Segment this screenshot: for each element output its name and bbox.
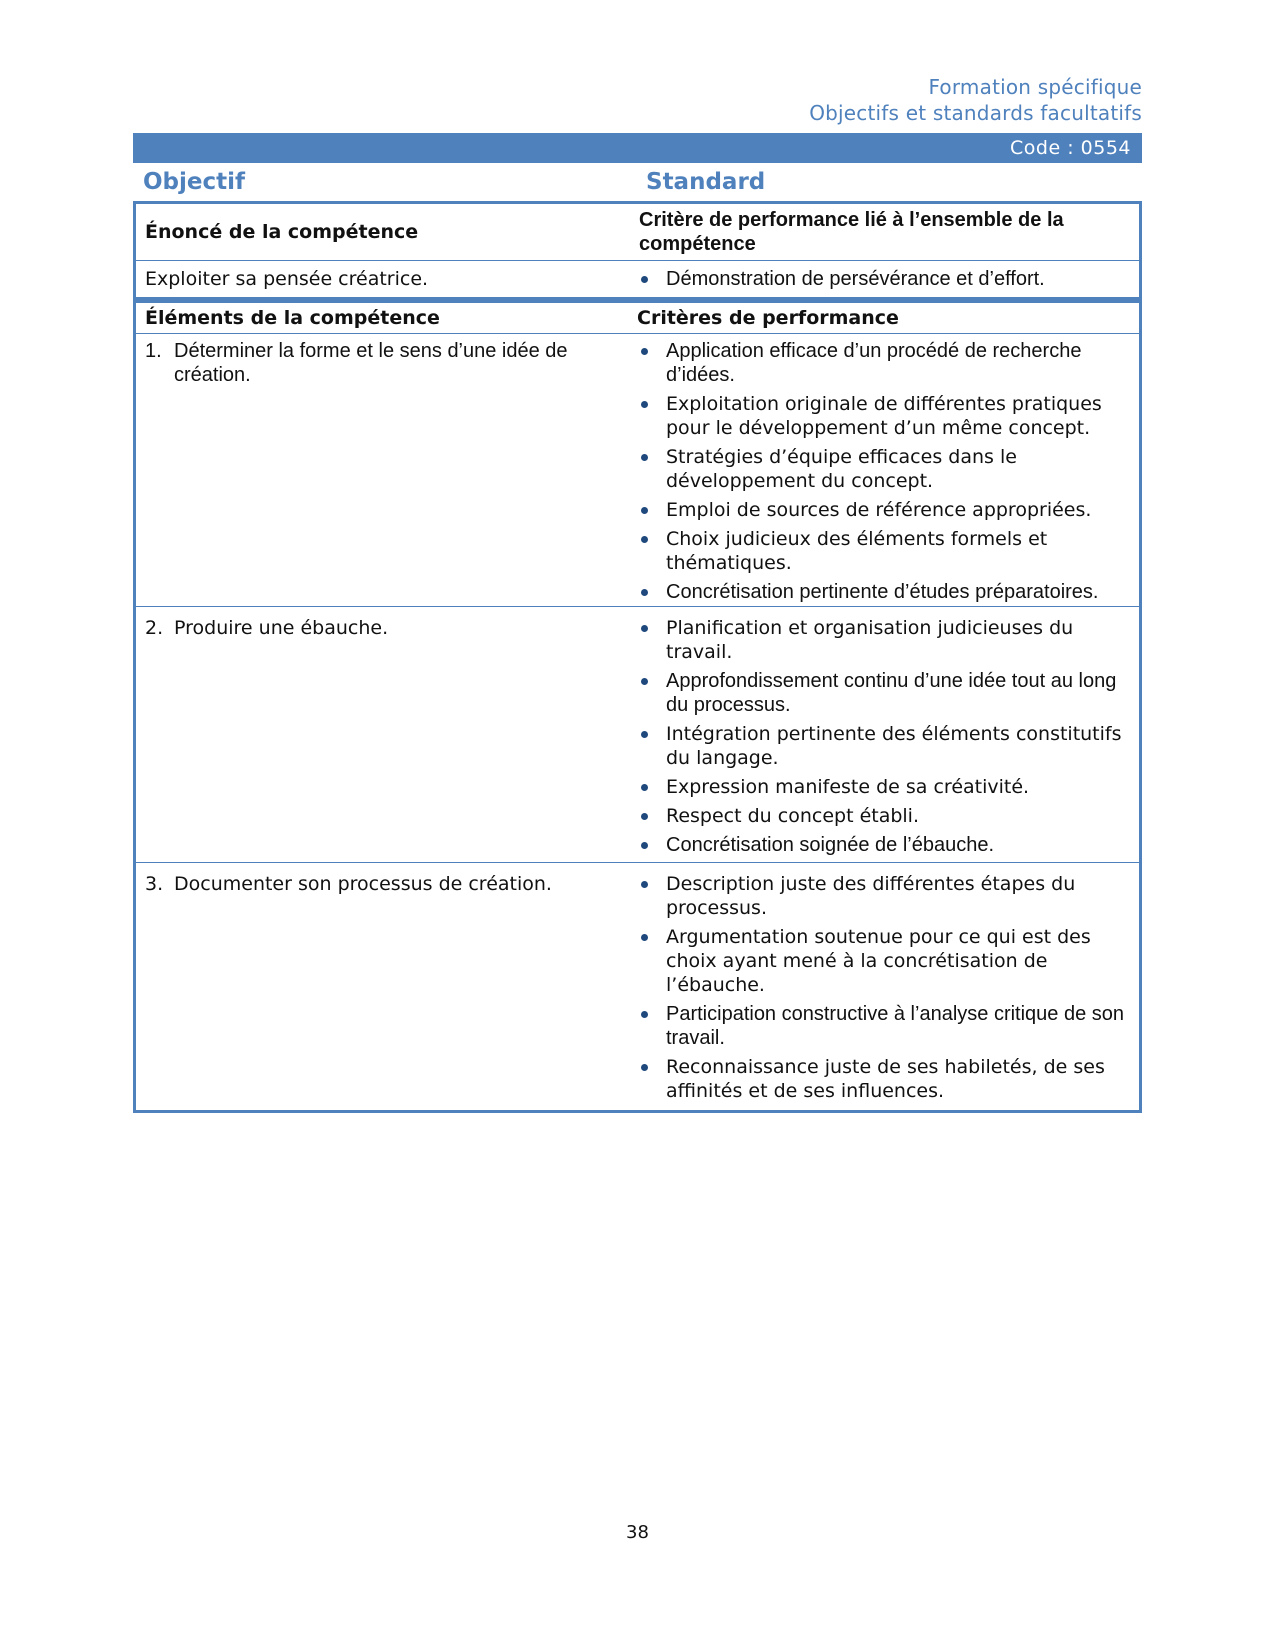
criteria-item: Application efficace d’un procédé de recherche d’idées. [637, 339, 1129, 387]
criteria-list-2 [637, 616, 1129, 857]
code-bar [133, 133, 1142, 163]
criteria-list-3 [637, 872, 1129, 1103]
element-3 [145, 872, 629, 896]
criteria-item: Expression manifeste de sa créativité. [637, 775, 1129, 799]
criteria-item: Reconnaissance juste de ses habiletés, de ses affinités et de ses influences. [637, 1055, 1129, 1103]
standard-title: Standard [646, 169, 766, 195]
criteria-item: Choix judicieux des éléments formels et thématiques. [637, 527, 1129, 575]
header-subtitle: Objectifs et standards facultatifs [809, 101, 1142, 125]
elements-table [133, 300, 1142, 1113]
global-criteria-header: Critère de performance lié à l’ensemble de la compétence [639, 209, 1064, 255]
competence-table [133, 201, 1142, 300]
element-label: Déterminer la forme et le sens d’une idée de création. [174, 340, 568, 386]
criteria-item: Concrétisation pertinente d’études préparatoires. [637, 580, 1129, 604]
enonce-header: Énoncé de la compétence [145, 221, 419, 243]
criteria-item: Stratégies d’équipe efficaces dans le développement du concept. [637, 445, 1129, 493]
header-formation: Formation spécifique [928, 75, 1142, 99]
criteria-item: Argumentation soutenue pour ce qui est des choix ayant mené à la concrétisation de l’ébauche. [637, 925, 1129, 997]
criteria-header: Critères de performance [637, 307, 899, 329]
criteria-list-1 [637, 339, 1129, 604]
element-number: 2. [145, 617, 164, 639]
course-code: Code : 0554 [1010, 137, 1131, 159]
criteria-item: Démonstration de persévérance et d’effort. [637, 267, 1129, 291]
element-row-3 [136, 863, 1139, 1110]
criteria-item: Participation constructive à l’analyse critique de son travail. [637, 1002, 1129, 1050]
element-label: Documenter son processus de création. [174, 873, 552, 895]
criteria-item: Approfondissement continu d’une idée tout au long du processus. [637, 669, 1129, 717]
element-2 [145, 616, 629, 640]
competence-statement: Exploiter sa pensée créatrice. [145, 268, 429, 290]
elements-header: Éléments de la compétence [145, 307, 440, 329]
page-number: 38 [626, 1522, 649, 1543]
criteria-item: Exploitation originale de différentes pratiques pour le développement d’un même concept. [637, 392, 1129, 440]
competence-row [136, 261, 1139, 297]
criteria-item: Concrétisation soignée de l’ébauche. [637, 833, 1129, 857]
global-criteria [637, 267, 1139, 291]
document-header [809, 74, 1142, 126]
element-number: 3. [145, 873, 164, 895]
element-label: Produire une ébauche. [174, 617, 389, 639]
objectif-title: Objectif [143, 169, 246, 195]
criteria-item: Description juste des différentes étapes du processus. [637, 872, 1129, 920]
criteria-item: Intégration pertinente des éléments constitutifs du langage. [637, 722, 1129, 770]
criteria-item: Emploi de sources de référence appropriées. [637, 498, 1129, 522]
element-number: 1. [145, 340, 162, 362]
element-row-2 [136, 607, 1139, 863]
element-row-1 [136, 334, 1139, 607]
elements-header-row [136, 303, 1139, 334]
competence-header-row [136, 204, 1139, 261]
criteria-item: Respect du concept établi. [637, 804, 1129, 828]
criteria-item: Planification et organisation judicieuses du travail. [637, 616, 1129, 664]
element-1 [145, 339, 629, 387]
